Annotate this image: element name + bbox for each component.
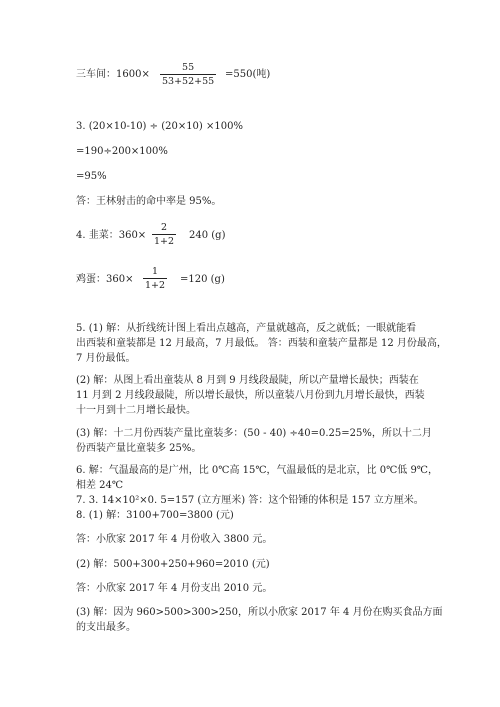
fraction-denominator: 53+52+55 <box>162 76 215 87</box>
fraction-numerator: 2 <box>161 222 168 233</box>
workshop-three-result: =550(吨) <box>225 69 271 80</box>
q8-part1: 8. (1) 解：3100+700=3800 (元) <box>76 510 234 521</box>
q8-part3-line1: (3) 解：因为 960>500>300>250，所以小欣家 2017 年 4 月份在购买食品方面 <box>76 607 443 618</box>
q4-eggs-fraction <box>143 266 167 291</box>
q5-part2-line2: 11 月到 2 月线段最陡，所以增长最快，所以童装八月份到九月增长最快，西装 <box>76 390 425 401</box>
q8-part2-answer: 答：小欣家 2017 年 4 月份支出 2010 元。 <box>76 583 273 594</box>
q4-chives-fraction <box>152 222 176 247</box>
q5-part1-line2: 出西装和童装都是 12 月最高，7 月最低。 答：西装和童装产量都是 12 月份最高， <box>76 338 447 349</box>
q8-part2: (2) 解：500+300+250+960=2010 (元) <box>76 559 270 570</box>
q8-part1-answer: 答：小欣家 2017 年 4 月份收入 3800 元。 <box>76 534 273 545</box>
q3-expression: 3. (20×10-10) ÷ (20×10) ×100% <box>76 121 243 132</box>
workshop-three-fraction <box>160 62 216 87</box>
q6-line1: 6. 解：气温最高的是广州，比 0℃高 15℃，气温最低的是北京，比 0℃低 9℃， <box>76 465 438 476</box>
q5-part3-line1: (3) 解：十二月份西装产量比童装多：(50 - 40) ÷40=0.25=25%，所以十二月 <box>76 428 432 439</box>
q4-eggs-result: =120 (g) <box>180 274 225 285</box>
q5-part2-line3: 十一月到十二月增长最快。 <box>76 405 196 416</box>
q7-line: 7. 3. 14×10²×0. 5=157 (立方厘米) 答：这个铅锤的体积是 157 立方厘米。 <box>76 495 424 506</box>
q3-step: =190÷200×100% <box>76 146 168 157</box>
q4-chives-prefix: 4. 韭菜：360× <box>76 230 147 241</box>
q5-part3-line2: 份西装产量比童装多 25%。 <box>76 443 202 454</box>
q5-part2-line1: (2) 解：从图上看出童装从 8 月到 9 月线段最陡，所以产量增长最快；西装在 <box>76 375 419 386</box>
fraction-numerator: 55 <box>182 62 195 73</box>
fraction-denominator: 1+2 <box>154 236 175 247</box>
q5-part1-line3: 7 月份最低。 <box>76 353 136 364</box>
q4-eggs-prefix: 鸡蛋：360× <box>76 274 134 285</box>
q3-answer: 答：王林射击的命中率是 95%。 <box>76 196 222 207</box>
fraction-denominator: 1+2 <box>145 280 166 291</box>
workshop-three-prefix: 三车间：1600× <box>76 69 150 80</box>
q4-chives-result: 240 (g) <box>189 230 226 241</box>
q6-line2: 相差 24℃ <box>76 480 124 491</box>
q8-part3-line2: 的支出最多。 <box>76 622 136 633</box>
q3-result: =95% <box>76 171 107 182</box>
fraction-numerator: 1 <box>152 266 159 277</box>
q5-part1-line1: 5. (1) 解：从折线统计图上看出点越高，产量就越高，反之就低；一眼就能看 <box>76 323 417 334</box>
